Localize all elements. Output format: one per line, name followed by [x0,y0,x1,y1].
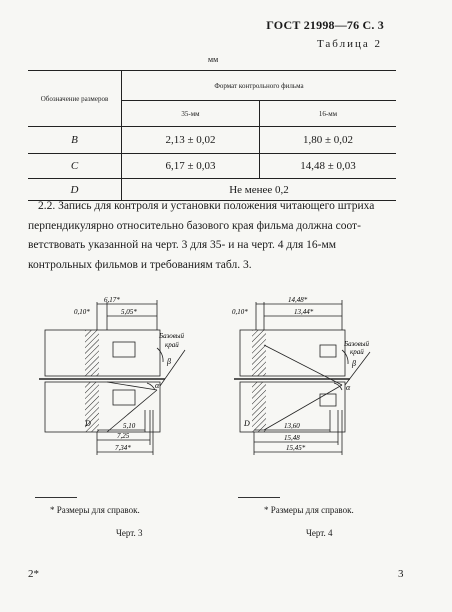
dim-label: 0,10* [232,308,248,316]
base-edge-label: Базовый [159,332,185,340]
row-label: C [28,154,122,179]
dim-label: 0,10* [74,308,90,316]
cell-35mm: 2,13 ± 0,02 [122,127,260,154]
cell-16mm: 1,80 ± 0,02 [260,127,397,154]
row-label: B [28,127,122,154]
footnote-rule [35,497,77,498]
figure-3-drawing [35,290,215,460]
dimensions-table [28,70,396,201]
paragraph-line: контрольных фильмов и требованиям табл. 3. [28,258,252,271]
footnote-rule [238,497,280,498]
hatched-stripe [252,330,266,376]
dim-label: 13,60 [284,422,300,430]
page-number-left: 2* [28,568,39,580]
table-unit: мм [208,55,219,64]
base-edge-label: край [165,341,179,349]
d-label: D [244,419,250,428]
table-caption: Таблица 2 [316,38,382,50]
hatched-stripe [85,330,99,376]
dim-label: 13,44* [294,308,314,316]
hatched-stripe [252,382,266,432]
paragraph-line: перпендикулярно относительно базового края фильма должна соот- [28,219,361,232]
figure-4-drawing [230,290,420,460]
header-35mm: 35-мм [122,101,260,127]
footnote: * Размеры для справок. [264,505,354,515]
beta-label: β [167,357,171,366]
cell-35mm: 6,17 ± 0,03 [122,154,260,179]
dim-label: 7,25 [117,432,130,440]
dim-label: 15,48 [284,434,300,442]
beta-label: β [352,359,356,368]
paragraph-2-2 [28,197,398,275]
dim-label: 5,10 [123,422,136,430]
base-edge-label: Базовый [344,340,370,348]
page-number-right: 3 [398,568,404,580]
base-edge-label: край [350,348,364,356]
header-designation: Обозначение размеров [28,71,122,127]
dim-label: 14,48* [288,296,308,304]
dim-label: 6,17* [104,296,120,304]
cell-16mm: 14,48 ± 0,03 [260,154,397,179]
footnote: * Размеры для справок. [50,505,140,515]
alpha-label: α [346,383,351,392]
header-16mm: 16-мм [260,101,397,127]
alpha-label: α [155,381,160,390]
figure-caption: Черт. 3 [116,528,143,538]
paragraph-line: 2.2. Запись для контроля и установки положения читающего штриха [38,200,375,212]
table-row [28,154,396,179]
table-row [28,127,396,154]
figure-caption: Черт. 4 [306,528,333,538]
paragraph-line: ветствовать указанной на черт. 3 для 35- и на черт. 4 для 16-мм [28,239,337,251]
dim-label: 5,05* [121,308,137,316]
row-label: D [28,179,122,201]
dim-label: 7,34* [115,444,131,452]
d-label: D [85,419,91,428]
cell-merged: Не менее 0,2 [122,179,397,201]
dim-label: 15,45* [286,444,306,452]
header-film-format: Формат контрольного фильма [122,71,397,101]
page-header: ГОСТ 21998—76 С. 3 [266,18,384,32]
